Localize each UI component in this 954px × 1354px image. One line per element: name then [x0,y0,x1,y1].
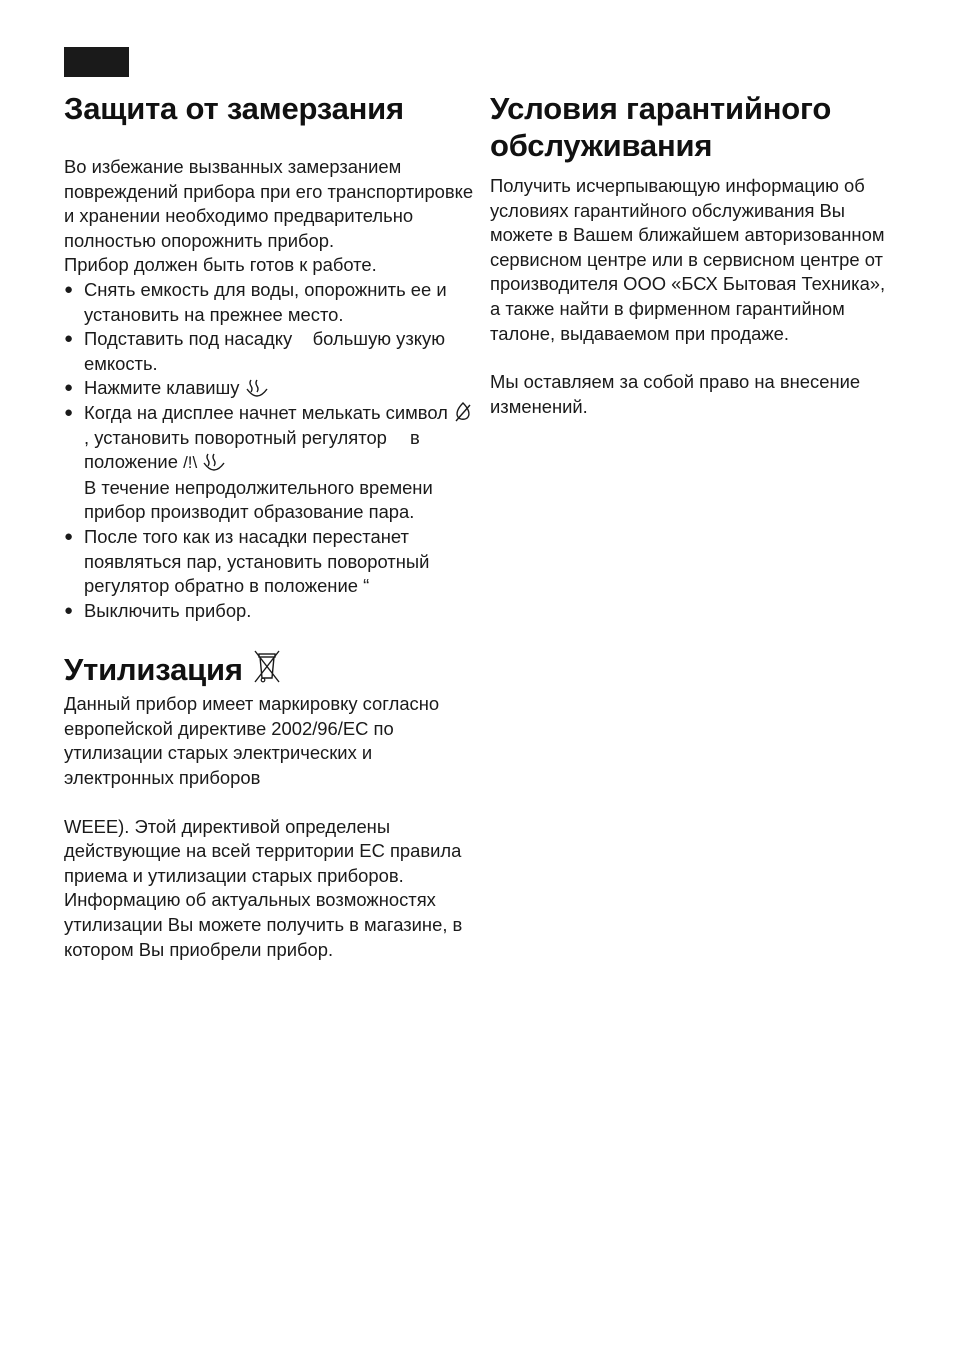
warranty-heading: Условия гарантийного обслуживания [490,91,832,163]
disposal-paragraph-2: WEEE). Этой директивой определены действующие на всей территории ЕС правила приема и утилизации старых приборов. Информацию об актуальных возможностях утилизации Вы можете получить в магазине, в котором Вы приобрели прибор. [64,815,463,960]
step-text: После того как из насадки перестанет появляться пар, установить поворотный регулятор обратно в положение “ [84,525,430,597]
list-item [64,376,474,401]
list-item [64,599,474,624]
bullet: ● [64,403,74,421]
bullet: ● [64,280,74,298]
list-item [64,278,474,327]
step-text: Выключить прибор. [84,599,252,621]
step-text: в положение [84,426,420,473]
disposal-heading [64,648,474,688]
freeze-ready-note: Прибор должен быть готов к работе. [64,254,377,276]
list-item [64,327,474,376]
step-text: В течение непродолжительного времени прибор производит образование пара. [84,476,433,523]
steam-icon [202,452,226,472]
step-text: , установить поворотный регулятор [84,426,387,448]
list-item [64,525,474,599]
freeze-protection-heading: Защита от замерзания [64,91,404,126]
freeze-intro: Во избежание вызванных замерзанием повреждений прибора при его транспортировке и хранении необходимо предварительно полностью опорожнить прибор. [64,156,474,251]
bullet: ● [64,330,74,348]
step-text: Нажмите клавишу [84,377,240,399]
warranty-paragraph-2: Мы оставляем за собой право на внесение изменений. [490,371,861,417]
list-item [64,401,474,525]
steam-icon [245,378,269,398]
warning-symbol: /!\ [183,453,198,473]
disposal-paragraph-1: Данный прибор имеет маркировку согласно европейской директиве 2002/96/EC по утилизации старых электрических и электронных приборов [64,693,440,789]
left-column [64,90,474,962]
bullet: ● [64,379,74,397]
freeze-steps-list [64,278,474,623]
right-column [490,90,900,419]
bullet: ● [64,601,74,619]
warranty-paragraph-1: Получить исчерпывающую информацию об условиях гарантийного обслуживания Вы можете в Вашем ближайшем авторизованном сервисном центре или в сервисном центре от производителя ООО «БСХ Бытовая Техника», а также найти в фирменном гарантийном талоне, выдаваемом при продаже. [490,175,886,344]
step-text: большую узкую емкость. [84,328,446,374]
section-tab-marker [64,47,129,77]
wheelie-bin-crossed-icon [251,648,283,684]
descale-icon [453,401,473,423]
step-text: Снять емкость для воды, опорожнить ее и установить на прежнее место. [84,278,447,325]
bullet: ● [64,527,74,545]
disposal-title: Утилизация [64,652,243,688]
step-text: Подставить под насадку [84,328,293,350]
step-text: Когда на дисплее начнет мелькать символ [84,401,448,423]
